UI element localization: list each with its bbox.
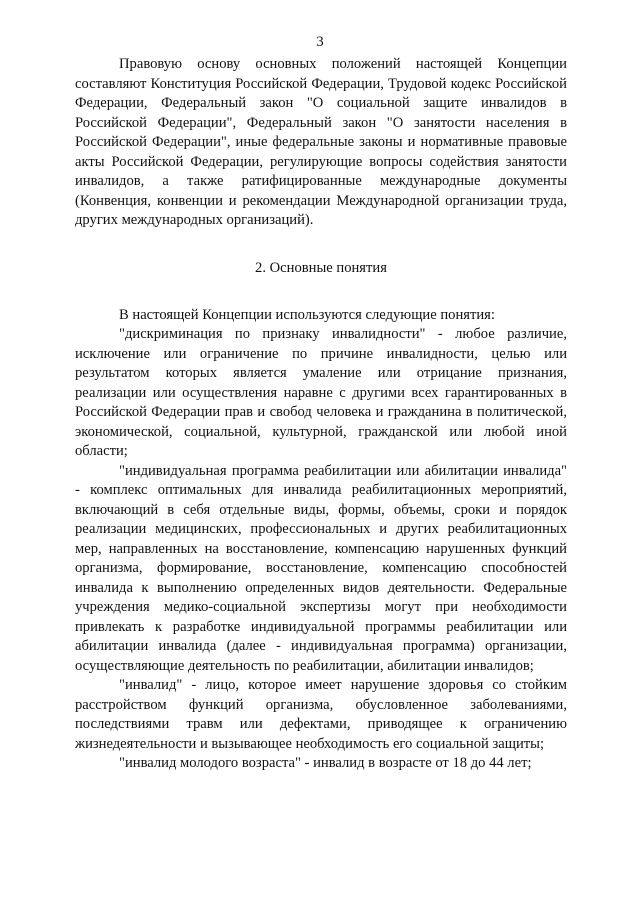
definition-discrimination: "дискриминация по признаку инвалидности" - любое различие, исключение или ограничение по причине инвалидности, целью или результатом которых является умаление или отрицание признания, реализации или осуществления наравне с другими всех гарантированных в Российской Федерации прав и свобод человека и гражданина в политической, экономической, социальной, культурной, гражданской или любой иной области; — [75, 326, 567, 459]
definition-disabled-person: "инвалид" - лицо, которое имеет нарушение здоровья со стойким расстройством функций организма, обусловленное заболеваниями, последствиями травм или дефектами, приводящее к ограничению жизнедеятельности и вызывающее необходимость его социальной защиты; — [75, 677, 567, 752]
definition-young-disabled-person: "инвалид молодого возраста" - инвалид в возрасте от 18 до 44 лет; — [119, 755, 532, 771]
definition-rehabilitation-program: "индивидуальная программа реабилитации или абилитации инвалида" - комплекс оптимальных для инвалида реабилитационных мероприятий, включающий в себя отдельные виды, формы, объемы, сроки и порядок реализации медицинских, профессиональных и других реабилитационных мер, направленных на восстановление, компенсацию нарушенных функций организма, формирование, восстановление, компенсацию способностей инвалида к выполнению определенных видов деятельности. Федеральные учреждения медико-социальной экспертизы могут при необходимости привлекать к разработке индивидуальной программы реабилитации или абилитации инвалида (далее - индивидуальная программа) организации, осуществляющие деятельность по реабилитации, абилитации инвалидов; — [75, 462, 567, 674]
paragraph-intro: В настоящей Концепции используются следующие понятия: — [119, 306, 495, 323]
section-heading: 2. Основные понятия — [255, 259, 387, 276]
document-body — [75, 55, 567, 774]
paragraph-legal-basis: Правовую основу основных положений настоящей Концепции составляют Конституция Российской Федерации, Трудовой кодекс Российской Федерации, Федеральный закон "О социальной защите инвалидов в Российской Федерации", Федеральный закон "О занятости населения в Российской Федерации", иные федеральные законы и нормативные правовые акты Российской Федерации, регулирующие вопросы содействия занятости инвалидов, а также ратифицированные международные документы (Конвенция, конвенции и рекомендации Международной организации труда, других международных организаций). — [75, 56, 567, 228]
page-number: 3 — [316, 34, 324, 50]
